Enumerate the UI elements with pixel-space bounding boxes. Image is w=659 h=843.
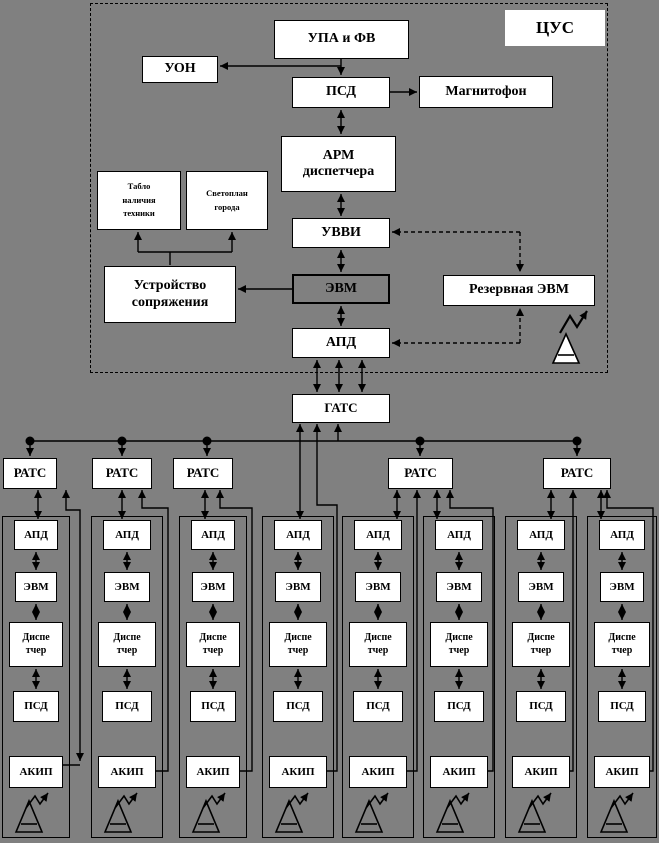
col-evm-block[interactable] bbox=[518, 572, 564, 602]
cus-label-text: ЦУС bbox=[536, 18, 574, 38]
col-akip-block-label: АКИП bbox=[605, 765, 639, 778]
tablo-block[interactable] bbox=[97, 171, 181, 230]
rats-block[interactable] bbox=[543, 458, 611, 489]
col-apd-block[interactable] bbox=[354, 520, 402, 550]
col-evm-block-label: ЭВМ bbox=[200, 580, 226, 593]
gats-block[interactable] bbox=[292, 394, 390, 423]
col-dispatcher-block-label: Диспе bbox=[527, 632, 555, 643]
col-psd-block-label: ПСД bbox=[610, 700, 634, 713]
col-psd-block[interactable] bbox=[190, 691, 236, 722]
col-dispatcher-block[interactable] bbox=[594, 622, 650, 667]
tablo-label-line2: наличия bbox=[122, 194, 156, 205]
col-psd-block-label: ПСД bbox=[201, 700, 225, 713]
rezerv-label: Резервная ЭВМ bbox=[469, 282, 569, 298]
col-dispatcher-block-label: Диспе bbox=[364, 632, 392, 643]
col-apd-block[interactable] bbox=[274, 520, 322, 550]
terminal-column bbox=[587, 516, 657, 838]
tablo-label-line1: Табло bbox=[127, 181, 151, 192]
col-psd-block-label: ПСД bbox=[366, 700, 390, 713]
col-apd-block-label: АПД bbox=[447, 528, 471, 541]
col-evm-block-label: ЭВМ bbox=[446, 580, 472, 593]
us-label-line1: Устройство bbox=[133, 278, 207, 294]
col-akip-block-label: АКИП bbox=[19, 765, 53, 778]
terminal-column bbox=[423, 516, 495, 838]
uon-block[interactable] bbox=[142, 56, 218, 83]
col-dispatcher-block-label: тчер bbox=[367, 644, 389, 656]
col-evm-block[interactable] bbox=[192, 572, 234, 602]
col-apd-block-label: АПД bbox=[201, 528, 225, 541]
rats-block[interactable] bbox=[173, 458, 233, 489]
col-dispatcher-block-label: тчер bbox=[116, 644, 138, 656]
rats-block-label: РАТС bbox=[105, 465, 139, 481]
col-evm-block[interactable] bbox=[275, 572, 321, 602]
col-akip-block[interactable] bbox=[9, 756, 63, 788]
arm-label-line2: диспетчера bbox=[302, 164, 375, 179]
col-apd-block-label: АПД bbox=[366, 528, 390, 541]
rats-block-label: РАТС bbox=[186, 465, 220, 481]
col-apd-block[interactable] bbox=[435, 520, 483, 550]
upa-fv-label: УПА и ФВ bbox=[307, 31, 376, 47]
col-psd-block[interactable] bbox=[13, 691, 59, 722]
col-akip-block-label: АКИП bbox=[361, 765, 395, 778]
col-psd-block-label: ПСД bbox=[115, 700, 139, 713]
uon-label: УОН bbox=[164, 61, 196, 77]
col-evm-block-label: ЭВМ bbox=[285, 580, 311, 593]
arm-dispatchera-block[interactable] bbox=[281, 136, 396, 192]
col-dispatcher-block[interactable] bbox=[186, 622, 240, 667]
uvvi-label: УВВИ bbox=[321, 224, 361, 240]
upa-fv-block[interactable] bbox=[274, 20, 409, 59]
col-psd-block[interactable] bbox=[353, 691, 403, 722]
col-psd-block[interactable] bbox=[273, 691, 323, 722]
us-label-line2: сопряжения bbox=[131, 294, 209, 310]
col-dispatcher-block[interactable] bbox=[430, 622, 488, 667]
col-apd-block-label: АПД bbox=[24, 528, 48, 541]
tablo-label-line3: техники bbox=[123, 208, 155, 219]
col-dispatcher-block[interactable] bbox=[269, 622, 327, 667]
col-akip-block[interactable] bbox=[98, 756, 156, 788]
col-apd-block[interactable] bbox=[103, 520, 151, 550]
col-psd-block-label: ПСД bbox=[447, 700, 471, 713]
col-dispatcher-block-label: тчер bbox=[287, 644, 309, 656]
col-akip-block-label: АКИП bbox=[442, 765, 476, 778]
col-akip-block-label: АКИП bbox=[281, 765, 315, 778]
col-dispatcher-block-label: тчер bbox=[448, 644, 470, 656]
col-dispatcher-block[interactable] bbox=[512, 622, 570, 667]
rats-block-label: РАТС bbox=[560, 465, 594, 481]
arm-label-line1: АРМ bbox=[322, 147, 355, 163]
col-akip-block[interactable] bbox=[349, 756, 407, 788]
col-evm-block[interactable] bbox=[15, 572, 57, 602]
gats-label: ГАТС bbox=[324, 400, 358, 416]
col-psd-block-label: ПСД bbox=[286, 700, 310, 713]
col-evm-block-label: ЭВМ bbox=[114, 580, 140, 593]
terminal-column bbox=[262, 516, 334, 838]
col-evm-block[interactable] bbox=[355, 572, 401, 602]
col-dispatcher-block-label: Диспе bbox=[608, 632, 636, 643]
col-evm-block-label: ЭВМ bbox=[23, 580, 49, 593]
radio-antenna-icon bbox=[553, 311, 587, 363]
col-akip-block[interactable] bbox=[186, 756, 240, 788]
col-psd-block-label: ПСД bbox=[529, 700, 553, 713]
col-dispatcher-block-label: Диспе bbox=[199, 632, 227, 643]
col-dispatcher-block-label: тчер bbox=[25, 644, 47, 656]
col-apd-block-label: АПД bbox=[529, 528, 553, 541]
col-dispatcher-block-label: тчер bbox=[611, 644, 633, 656]
ustroystvo-sopryazheniya-block[interactable] bbox=[104, 266, 236, 323]
rats-block[interactable] bbox=[92, 458, 152, 489]
svetoplan-block[interactable] bbox=[186, 171, 268, 230]
magnitofon-block[interactable] bbox=[419, 76, 553, 108]
col-dispatcher-block[interactable] bbox=[349, 622, 407, 667]
evm-block[interactable] bbox=[292, 274, 390, 304]
col-psd-block[interactable] bbox=[434, 691, 484, 722]
col-apd-block[interactable] bbox=[191, 520, 235, 550]
col-dispatcher-block-label: тчер bbox=[530, 644, 552, 656]
rats-block-label: РАТС bbox=[13, 465, 47, 481]
terminal-column bbox=[2, 516, 70, 838]
col-dispatcher-block-label: тчер bbox=[202, 644, 224, 656]
col-dispatcher-block-label: Диспе bbox=[284, 632, 312, 643]
rezervnaya-evm-block[interactable] bbox=[443, 275, 595, 306]
col-dispatcher-block[interactable] bbox=[9, 622, 63, 667]
evm-label: ЭВМ bbox=[324, 280, 358, 296]
psd-block[interactable] bbox=[292, 77, 390, 108]
col-apd-block[interactable] bbox=[517, 520, 565, 550]
col-psd-block[interactable] bbox=[598, 691, 646, 722]
magnitofon-label: Магнитофон bbox=[445, 83, 527, 99]
col-akip-block[interactable] bbox=[269, 756, 327, 788]
rats-block[interactable] bbox=[3, 458, 57, 489]
col-dispatcher-block-label: Диспе bbox=[22, 632, 50, 643]
terminal-column bbox=[342, 516, 414, 838]
col-akip-block-label: АКИП bbox=[524, 765, 558, 778]
rats-block[interactable] bbox=[388, 458, 453, 489]
terminal-column bbox=[179, 516, 247, 838]
terminal-column bbox=[91, 516, 163, 838]
col-evm-block-label: ЭВМ bbox=[365, 580, 391, 593]
col-evm-block[interactable] bbox=[600, 572, 644, 602]
svetoplan-label-line1: Светоплан bbox=[206, 187, 248, 198]
col-apd-block-label: АПД bbox=[610, 528, 634, 541]
uvvi-block[interactable] bbox=[292, 218, 390, 248]
col-akip-block-label: АКИП bbox=[196, 765, 230, 778]
col-dispatcher-block-label: Диспе bbox=[113, 632, 141, 643]
cus-apd-block[interactable] bbox=[292, 328, 390, 358]
col-evm-block-label: ЭВМ bbox=[609, 580, 635, 593]
rats-block-label: РАТС bbox=[404, 465, 437, 481]
col-evm-block[interactable] bbox=[436, 572, 482, 602]
col-apd-block-label: АПД bbox=[115, 528, 139, 541]
terminal-column bbox=[505, 516, 577, 838]
col-psd-block[interactable] bbox=[102, 691, 152, 722]
col-psd-block[interactable] bbox=[516, 691, 566, 722]
col-apd-block-label: АПД bbox=[286, 528, 310, 541]
col-psd-block-label: ПСД bbox=[24, 700, 48, 713]
cus-apd-label: АПД bbox=[325, 334, 357, 350]
col-akip-block[interactable] bbox=[594, 756, 650, 788]
col-evm-block-label: ЭВМ bbox=[528, 580, 554, 593]
col-akip-block-label: АКИП bbox=[110, 765, 144, 778]
col-apd-block[interactable] bbox=[599, 520, 645, 550]
psd-label: ПСД bbox=[326, 84, 356, 100]
cus-region-label bbox=[505, 10, 605, 46]
col-dispatcher-block-label: Диспе bbox=[445, 632, 473, 643]
svetoplan-label-line2: города bbox=[214, 201, 240, 212]
col-dispatcher-block[interactable] bbox=[98, 622, 156, 667]
col-apd-block[interactable] bbox=[14, 520, 58, 550]
col-akip-block[interactable] bbox=[430, 756, 488, 788]
col-evm-block[interactable] bbox=[104, 572, 150, 602]
col-akip-block[interactable] bbox=[512, 756, 570, 788]
